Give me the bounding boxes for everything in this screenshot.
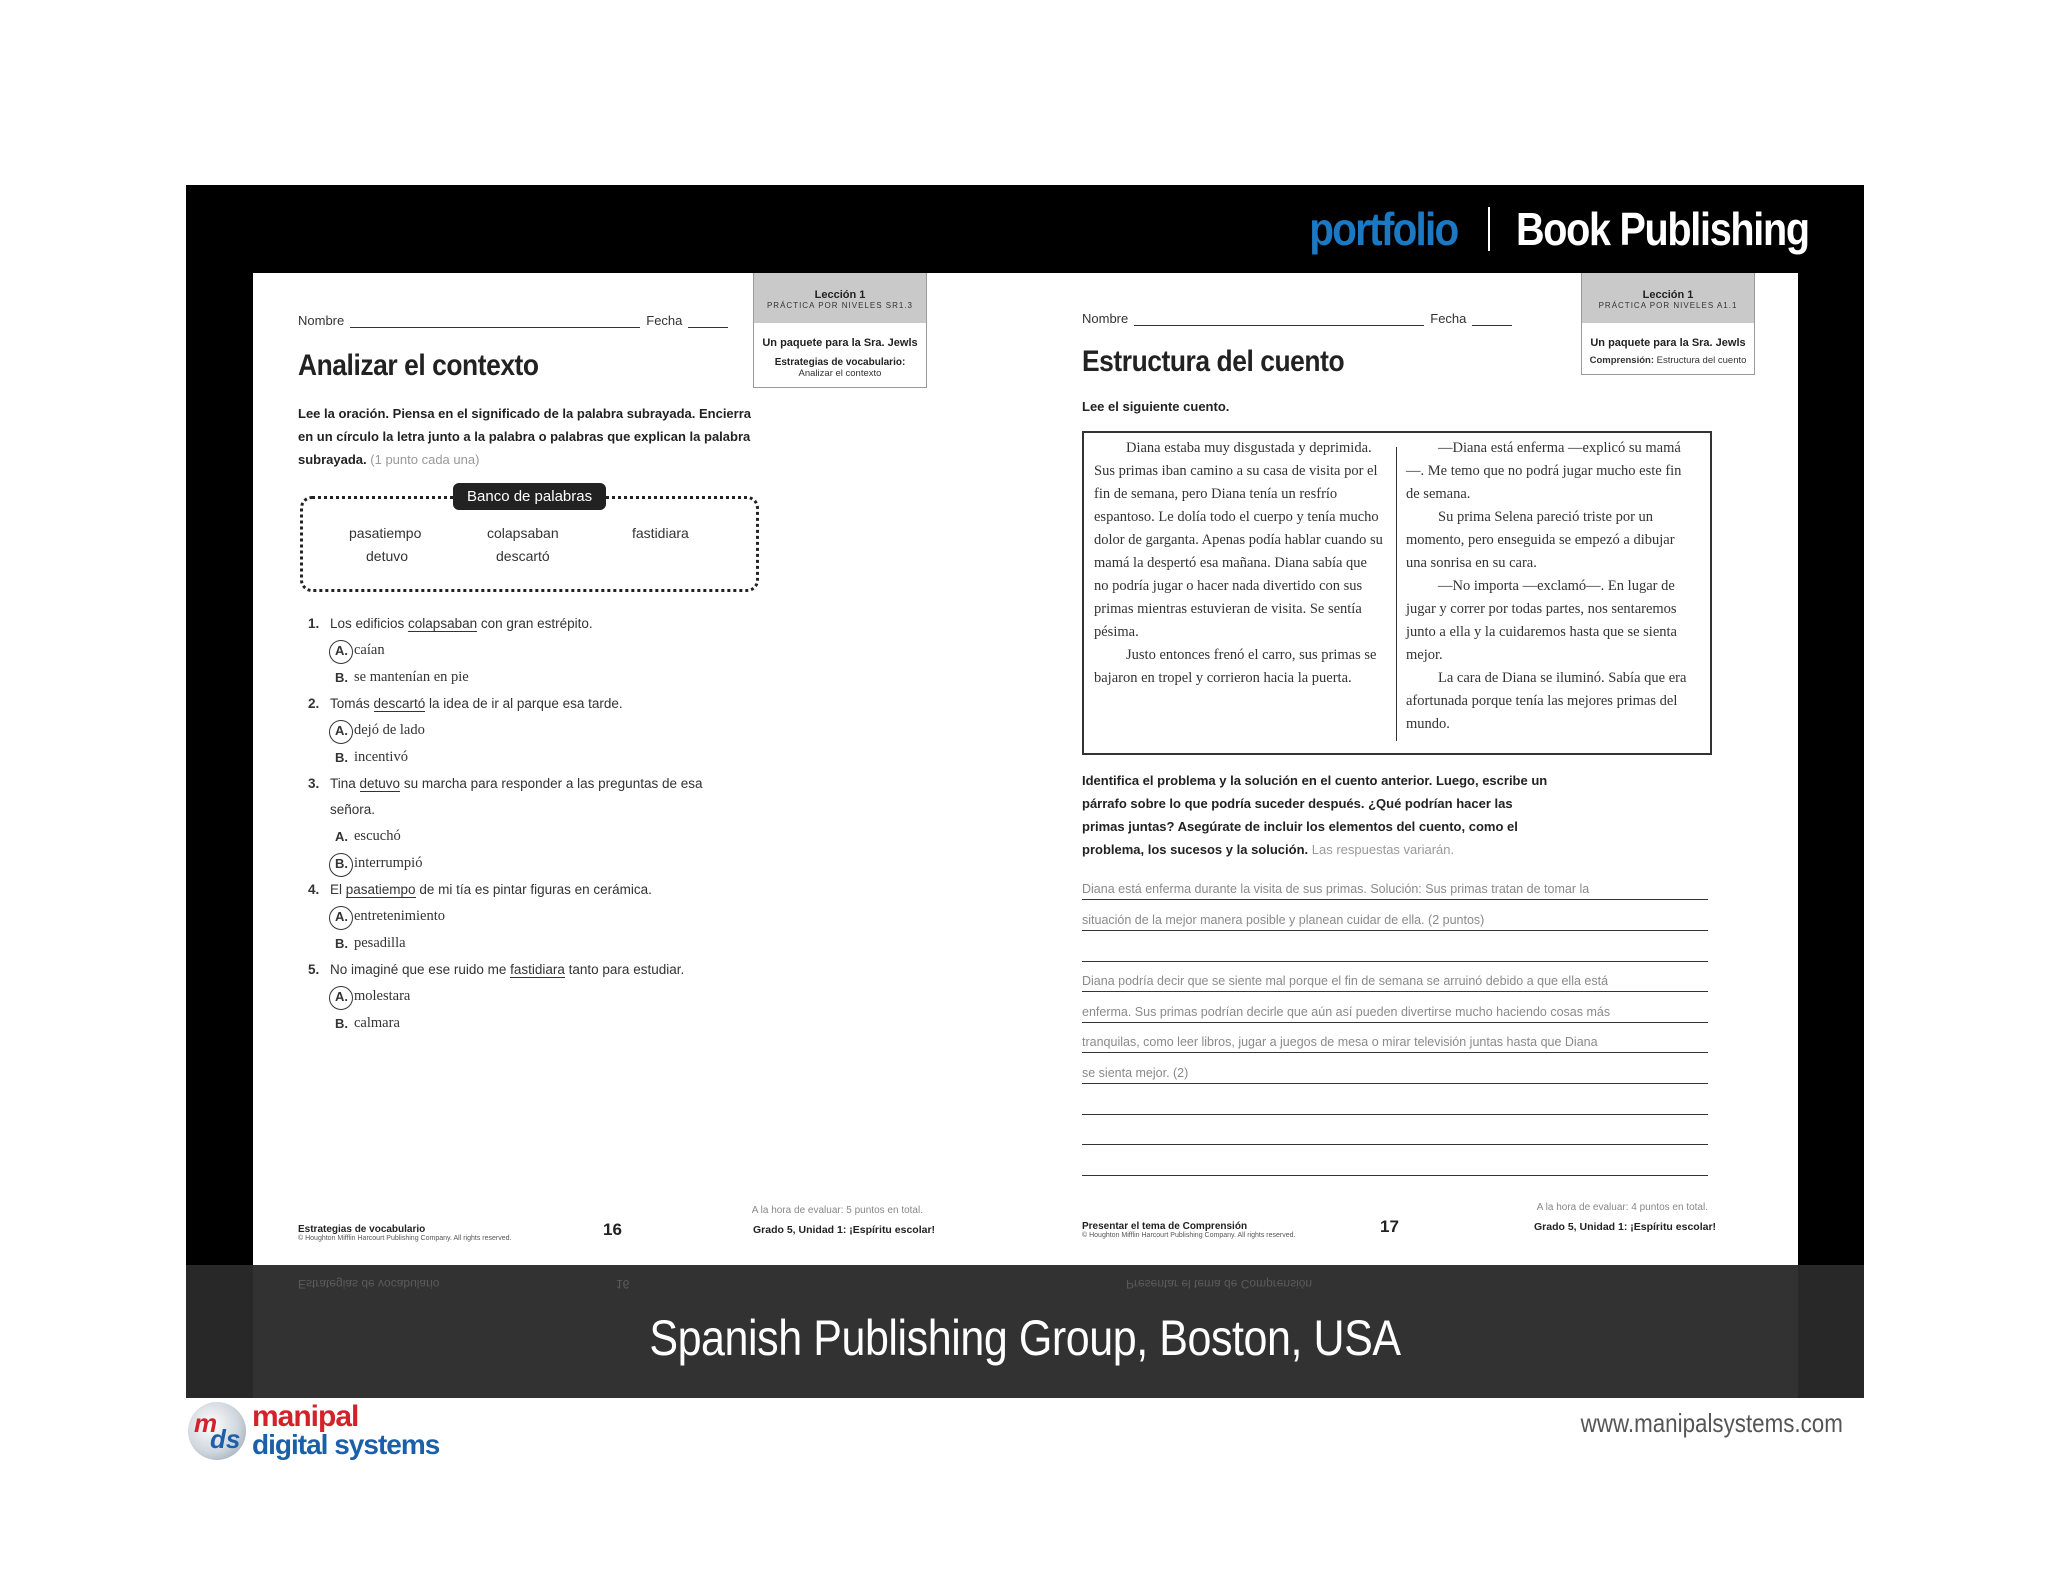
option-a[interactable]: A. caían: [308, 637, 738, 664]
fecha-line: [688, 326, 728, 328]
grado-label: Grado 5, Unidad 1: ¡Espíritu escolar!: [753, 1224, 936, 1236]
logo-text-line1: manipal: [252, 1400, 359, 1433]
option-text: incentivó: [354, 749, 408, 765]
underlined-word: pasatiempo: [345, 882, 416, 897]
column-divider: [1396, 447, 1397, 741]
practica-label: PRÁCTICA POR NIVELES A1.1: [1598, 301, 1738, 310]
header-brand: [1289, 197, 1856, 261]
underlined-word: fastidiara: [510, 962, 565, 977]
answer-line[interactable]: [1082, 1114, 1708, 1145]
answer-line[interactable]: [1082, 931, 1708, 962]
grado-label: Grado 5, Unidad 1: ¡Espíritu escolar!: [1534, 1221, 1717, 1233]
question: [308, 611, 738, 637]
lesson-tab-left: [753, 273, 927, 388]
header-divider: [1488, 207, 1490, 251]
reflection-text: Estrategias de vocabulario: [298, 1277, 440, 1291]
questions-list: [308, 611, 738, 1037]
underlined-word: descartó: [373, 696, 426, 711]
word-bank-label: Banco de palabras: [453, 483, 606, 510]
answer-line[interactable]: [1082, 1022, 1708, 1053]
question-text: tanto para estudiar.: [564, 962, 685, 977]
footer-copyright: © Houghton Mifflin Harcourt Publishing Company. All rights reserved.: [1082, 1232, 1296, 1239]
instructions: [298, 402, 758, 471]
question-number: 2.: [308, 696, 320, 711]
footer-left: [1082, 1221, 1295, 1239]
question-text: Tomás: [330, 696, 374, 711]
footer-section: Estrategias de vocabulario: [298, 1224, 426, 1235]
caption-banner: [186, 1265, 1864, 1398]
answer-line[interactable]: [1082, 869, 1708, 900]
eval-note: A la hora de evaluar: 5 puntos en total.: [751, 1205, 923, 1216]
question-text: su marcha para responder a las preguntas de esa señora.: [330, 776, 703, 817]
answer-line[interactable]: [1082, 1053, 1708, 1084]
option-b[interactable]: B. incentivó: [335, 749, 408, 765]
reflection-text: Presentar el tema de Comprensión: [1126, 1277, 1313, 1291]
nombre-line: [350, 326, 640, 328]
answer-text: situación de la mejor manera posible y planean cuidar de ella. (2 puntos): [1082, 913, 1485, 927]
tab-subtitle-2: Analizar el contexto: [798, 368, 882, 379]
question-number: 1.: [308, 616, 320, 631]
option-text: pesadilla: [354, 935, 406, 951]
answer-line[interactable]: [1082, 992, 1708, 1023]
lesson-label: Lección 1: [814, 289, 866, 301]
option-a[interactable]: A. molestara: [308, 983, 738, 1010]
option-b[interactable]: B. interrumpió: [308, 850, 738, 877]
lesson-label: Lección 1: [1642, 289, 1694, 301]
nombre-fecha-row: [298, 313, 734, 328]
option-text: entretenimiento: [354, 908, 445, 924]
question-number: 5.: [308, 962, 320, 977]
story-title: Un paquete para la Sra. Jewls: [762, 337, 918, 349]
company-logo: [188, 1402, 439, 1460]
page-number: 17: [1380, 1217, 1399, 1236]
question-text: con gran estrépito.: [477, 616, 593, 631]
page-title: Analizar el contexto: [298, 349, 539, 382]
fecha-line: [1472, 324, 1512, 326]
footer-left: [298, 1224, 511, 1242]
story-title: Un paquete para la Sra. Jewls: [1590, 337, 1746, 349]
option-text: calmara: [354, 1015, 400, 1031]
underlined-word: colapsaban: [408, 616, 478, 631]
option-b[interactable]: B. se mantenían en pie: [335, 669, 469, 685]
caption-text: Spanish Publishing Group, Boston, USA: [649, 1310, 1401, 1366]
option-text: escuchó: [354, 828, 401, 844]
story-paragraph: Justo entonces frenó el carro, sus primas se bajaron en tropel y corrieron hacia la puerta.: [1094, 647, 1377, 686]
fecha-label: Fecha: [646, 313, 683, 328]
story-box: [1082, 431, 1712, 755]
page-title: Estructura del cuento: [1082, 345, 1345, 378]
right-page: [1078, 273, 1798, 1268]
question-text: la idea de ir al parque esa tarde.: [425, 696, 623, 711]
word-bank-word: colapsaban: [487, 525, 559, 541]
eval-note: A la hora de evaluar: 4 puntos en total.: [1536, 1202, 1708, 1213]
task-instructions: [1082, 769, 1552, 861]
practica-label: PRÁCTICA POR NIVELES SR1.3: [766, 301, 914, 310]
option-a[interactable]: A. dejó de lado: [308, 717, 738, 744]
question-text: Tina: [330, 776, 360, 791]
book-spread: [253, 273, 1798, 1398]
story-column-left: [1094, 437, 1384, 690]
story-paragraph: Su prima Selena pareció triste por un momento, pero enseguida se empezó a dibujar una sonrisa en su cara.: [1406, 509, 1675, 571]
tab-subtitle: Estrategias de vocabulario:: [774, 357, 906, 368]
tab-subtitle: [1588, 355, 1748, 366]
word-bank-word: pasatiempo: [349, 525, 422, 541]
answer-text: enferma. Sus primas podrían decirle que aún así pueden divertirse mucho haciendo cosas más: [1082, 1005, 1611, 1019]
story-lead: Lee el siguiente cuento.: [1082, 399, 1230, 414]
question-number: 4.: [308, 882, 320, 897]
option-a[interactable]: A. escuchó: [335, 828, 401, 844]
answer-text: tranquilas, como leer libros, jugar a juegos de mesa o mirar televisión juntas hasta que Diana: [1082, 1035, 1598, 1049]
question: [308, 957, 738, 983]
nombre-label: Nombre: [1082, 311, 1129, 326]
story-paragraph: Diana estaba muy disgustada y deprimida. Sus primas iban camino a su casa de visita por el fin de semana, pero Diana tenía un resfrío espantoso. Le dolía todo el cuerpo y tenía mucho dolor de garganta. Apenas podía hablar cuando su mamá la despertó esa mañana. Diana sabía que no podría jugar o hacer nada divertido con sus primas mientras estuvieran de visita. Se sentía pésima.: [1094, 440, 1383, 640]
option-text: dejó de lado: [354, 722, 425, 738]
footer-section: Presentar el tema de Comprensión: [1082, 1221, 1248, 1232]
word-bank-word: detuvo: [366, 548, 409, 564]
option-text: interrumpió: [354, 855, 423, 871]
question-text: El: [330, 882, 346, 897]
word-bank-word: descartó: [496, 548, 550, 564]
question-text: No imaginé que ese ruido me: [330, 962, 511, 977]
nombre-label: Nombre: [298, 313, 345, 328]
nombre-fecha-row: [1082, 311, 1518, 326]
question: [308, 691, 738, 717]
question: [308, 771, 738, 823]
story-column-right: [1406, 437, 1696, 736]
answer-line[interactable]: [1082, 1145, 1708, 1176]
portfolio-label: portfolio: [1309, 203, 1458, 255]
lesson-tab-right: [1581, 273, 1755, 375]
option-text: caían: [354, 642, 385, 658]
portfolio-frame: [186, 185, 1864, 1398]
answer-text: Diana está enferma durante la visita de sus primas. Solución: Sus primas tratan de tomar la: [1082, 882, 1590, 896]
tab-subtitle-2: Estructura del cuento: [1656, 355, 1747, 366]
question: [308, 877, 738, 903]
question-number: 3.: [308, 776, 320, 791]
website-url[interactable]: www.manipalsystems.com: [1580, 1408, 1843, 1438]
answer-line[interactable]: [1082, 900, 1708, 931]
answer-text: se sienta mejor. (2): [1082, 1066, 1189, 1080]
story-paragraph: —Diana está enferma —explicó su mamá—. Me temo que no podrá jugar mucho este fin de semana.: [1406, 440, 1682, 502]
task-note: Las respuestas variarán.: [1311, 842, 1455, 857]
task-text: Identifica el problema y la solución en el cuento anterior. Luego, escribe un párrafo sobre lo que podría suceder después. ¿Qué podrían hacer las primas juntas? Asegúrate de incluir los elementos del cuento, como el problema, los sucesos y la solución.: [1082, 773, 1548, 857]
story-paragraph: —No importa —exclamó—. En lugar de jugar y correr por todas partes, nos sentaremos junto a ella y la cuidaremos hasta que se sienta mejor.: [1406, 578, 1677, 663]
option-a[interactable]: A. entretenimiento: [308, 903, 738, 930]
reflection-text: 16: [616, 1277, 630, 1291]
word-bank: [300, 488, 759, 592]
tab-subtitle-bold: Comprensión:: [1589, 355, 1654, 366]
option-text: molestara: [354, 988, 411, 1004]
option-b[interactable]: B. calmara: [335, 1015, 400, 1031]
answer-text: Diana podría decir que se siente mal porque el fin de semana se arruinó debido a que ella está: [1082, 974, 1609, 988]
instructions-text: Lee la oración. Piensa en el significado de la palabra subrayada. Encierra en un círculo la letra junto a la palabra o palabras que explican la palabra subrayada.: [298, 406, 752, 467]
question-text: Los edificios: [330, 616, 409, 631]
page-number: 16: [603, 1220, 622, 1239]
logo-text-line2: digital systems: [252, 1429, 440, 1460]
word-bank-word: fastidiara: [632, 525, 689, 541]
nombre-line: [1134, 324, 1424, 326]
option-b[interactable]: B. pesadilla: [335, 935, 406, 951]
answer-line[interactable]: [1082, 1084, 1708, 1115]
fecha-label: Fecha: [1430, 311, 1467, 326]
points-note: (1 punto cada una): [370, 452, 480, 467]
logo-mark-icon: m ds: [188, 1402, 246, 1460]
option-text: se mantenían en pie: [354, 669, 469, 685]
answer-line[interactable]: [1082, 961, 1708, 992]
question-text: de mi tía es pintar figuras en cerámica.: [415, 882, 652, 897]
story-paragraph: La cara de Diana se iluminó. Sabía que era afortunada porque tenía las mejores primas del mundo.: [1406, 670, 1687, 732]
book-publishing-label: Book Publishing: [1515, 203, 1809, 255]
left-page: [253, 273, 973, 1268]
underlined-word: detuvo: [359, 776, 401, 791]
footer-copyright: © Houghton Mifflin Harcourt Publishing Company. All rights reserved.: [298, 1235, 512, 1242]
